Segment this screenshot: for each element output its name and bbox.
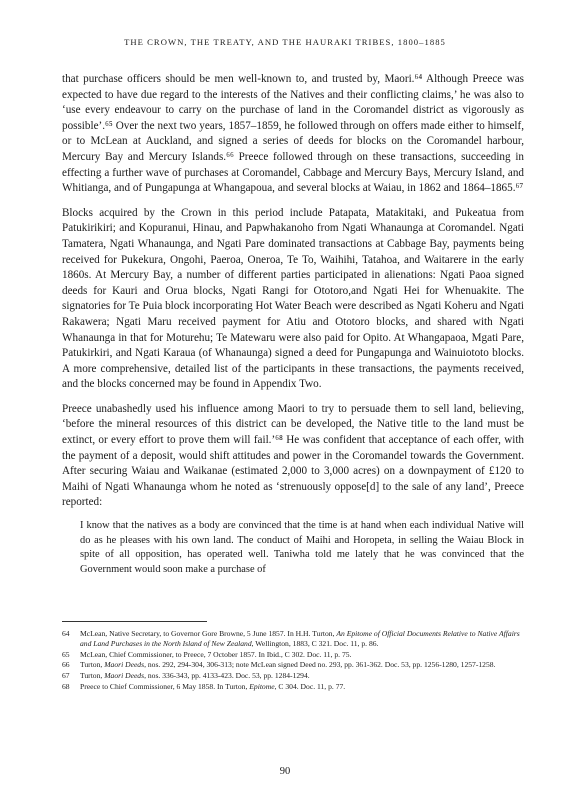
footnote-text-part: , Wellington, 1883, C 321. Doc. 11, p. 86. — [251, 638, 379, 648]
footnote-title: Maori Deeds — [104, 660, 145, 670]
footnote — [62, 682, 532, 692]
footnote-text — [80, 671, 532, 681]
body-text — [62, 72, 524, 577]
paragraph: Blocks acquired by the Crown in this period include Patapata, Matakitaki, and Pukeatua from Patukirikiri; and Kopuranui, Hinau, and Papwhakanoho from Ngati Whanaunga at Coromandel. Ngati Tamatera, Ngati Whanaunga, and Ngati Pare dominated transactions at Cabbage Bay, payments being received for Pukekura, Ongohi, Paeroa, Oneroa, Te To, Waihihi, Tatahoa, and Waitarere in the early 1860s. At Mercury Bay, a number of different parties participated in alienations: Ngati Paoa signed deeds for Kauri and Orua blocks, Ngati Rangi for Ototoro,and Ngati Hei for Whenuakite. The signatories for Te Puia block incorporating Hot Water Beach were described as Ngati Koheru and Ngati Rakawera; Ngati Maru received payment for Atiu and Ototoro blocks, and shared with Ngati Whanaunga in that for Moturehu; Te Matewaru were also paid for Opito. At Whangapaoa, Mgati Pare, Patukirkiri, and Ngati Karaua (of Whanaunga) signed a deed for Pungapunga and Wainuiototo blocks. A more comprehensive, detailed list of the participants in these transactions, the payments received, and the blocks concerned may be found in Appendix Two. — [62, 206, 524, 391]
footnote-text-part: , nos. 292, 294-304, 306-313; note McLean signed Deed no. 293, pp. 361-362. Doc. 53, pp. 1256-1280, 1257-1258. — [144, 660, 496, 670]
footnote-number: 64 — [62, 629, 70, 638]
footnote-text-part: , C 304. Doc. 11, p. 77. — [274, 681, 346, 691]
page-number: 90 — [279, 766, 291, 777]
paragraph: Preece unabashedly used his influence among Maori to try to persuade them to sell land, believing, ‘before the mineral resources of this district can be developed, the Native title to the land must be extinct, or every effort to prove them will fail.’⁶⁸ He was confident that acceptance of each offer, with the payment of a deposit, would shift attitudes and power in the Coromandel towards the Government. After securing Waiau and Waikanae (estimated 2,000 to 3,000 acres) on a downpayment of £120 to Maihi of Ngati Whanaunga whom he noted as ‘strenuously oppose[d] to the sale of any land’, Preece reported: — [62, 402, 524, 509]
footnote-title: An Epitome of Official Documents Relative to Native Affairs and Land Purchases in the North Island of New Zealand — [80, 629, 520, 648]
footnote — [62, 660, 532, 670]
footnote-number: 65 — [62, 649, 70, 659]
footnote-text — [80, 682, 532, 692]
footnote-text — [80, 660, 532, 670]
footnote-text-part: McLean, Native Secretary, to Governor Gore Browne, 5 June 1857. In H.H. Turton, — [80, 629, 337, 638]
footnote-text-part: Turton, — [80, 660, 105, 670]
footnote-text — [80, 650, 532, 660]
footnote-number: 66 — [62, 660, 70, 670]
running-head: THE CROWN, THE TREATY, AND THE HAURAKI TRIBES, 1800–1885 — [124, 37, 446, 47]
footnote-number: 68 — [62, 681, 70, 691]
footnote — [62, 629, 532, 649]
footnote-text-part: Preece to Chief Commissioner, 6 May 1858. In Turton, — [80, 681, 250, 691]
footnote-number: 67 — [62, 671, 70, 681]
footnote — [62, 650, 532, 660]
footnote-text — [80, 629, 532, 649]
footnotes — [62, 629, 532, 693]
footnote-divider — [62, 621, 207, 622]
footnote-text-part: Turton, — [80, 671, 105, 681]
footnote — [62, 671, 532, 681]
paragraph: that purchase officers should be men well-known to, and trusted by, Maori.⁶⁴ Although Preece was expected to have due regard to the interests of the Natives and their conflicting claims,’ he was also to ‘use every endeavour to carry on the purchase of land in the Coromandel district as vigorously as possible’.⁶⁵ Over the next two years, 1857–1859, he followed through on offers made either to himself, or to McLean at Auckland, and signed a series of deeds for blocks on the Coromandel harbour, Mercury Bay and Mercury Islands.⁶⁶ Preece followed through on these transactions, succeeding in effecting a further wave of purchases at Coromandel, Cabbage and Mercury Bays, Mercury Island, and Whitianga, and of Pungapunga at Whangapoua, and several blocks at Waiau, in 1862 and 1864–1865.⁶⁷ — [62, 73, 524, 195]
footnote-title: Epitome — [249, 681, 275, 691]
footnote-title: Maori Deeds — [104, 671, 145, 681]
block-quote: I know that the natives as a body are convinced that the time is at hand when each individual Native will do as he pleases with his own land. The conduct of Maihi and Horopeta, in selling the Waiau Block in spite of all opposition, has operated well. Taniwha told me lately that he was convinced that the Government would soon make a purchase of — [80, 520, 524, 575]
footnote-text-part: , nos. 336-343, pp. 4133-423. Doc. 53, pp. 1284-1294. — [144, 671, 310, 681]
footnote-text-part: McLean, Chief Commissioner, to Preece, 7 October 1857. In Ibid., C 302. Doc. 11, p. 75. — [80, 649, 352, 659]
